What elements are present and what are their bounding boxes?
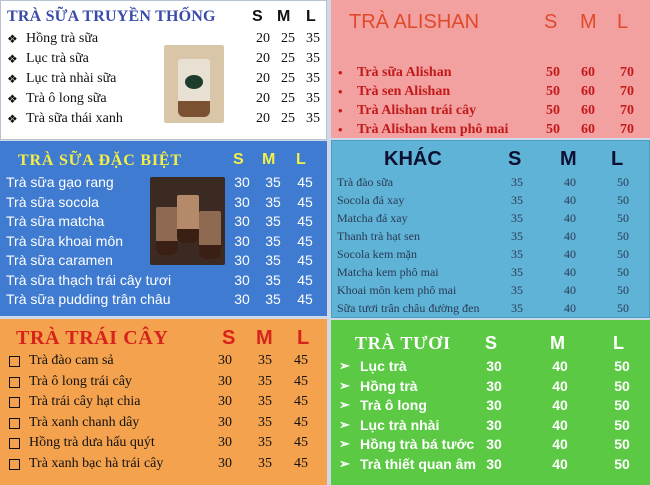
price-s: 35 — [511, 211, 523, 225]
price-s: 30 — [234, 271, 250, 288]
price-l: 70 — [620, 84, 634, 99]
size-header-l: L — [617, 11, 629, 33]
section-title: TRÀ TƯƠI — [355, 333, 451, 353]
item-name: Socola kem mặn — [337, 247, 417, 261]
price-l: 45 — [294, 394, 308, 409]
price-m: 35 — [258, 353, 272, 368]
price-s: 30 — [234, 193, 250, 210]
item-name: Hồng trà sữa — [26, 31, 99, 46]
price-m: 60 — [581, 122, 595, 137]
price-m: 35 — [265, 271, 281, 288]
price-m: 40 — [564, 175, 576, 189]
price-m: 60 — [581, 103, 595, 118]
price-s: 20 — [256, 31, 270, 46]
price-s: 30 — [234, 252, 250, 268]
price-m: 25 — [281, 31, 295, 46]
price-m: 35 — [258, 455, 272, 471]
size-header-m: M — [560, 148, 577, 170]
item-name: Lục trà nhài — [360, 416, 440, 433]
price-s: 35 — [511, 175, 523, 189]
price-s: 30 — [218, 455, 232, 471]
price-s: 30 — [218, 414, 232, 430]
price-s: 20 — [256, 51, 270, 66]
price-s: 35 — [511, 265, 523, 279]
item-name: Trà sữa Alishan — [357, 65, 452, 80]
item-name: Hồng trà — [360, 377, 418, 394]
price-m: 25 — [281, 91, 295, 106]
item-name: Trà sữa socola — [6, 193, 99, 210]
price-s: 30 — [218, 353, 232, 368]
size-header-s: S — [222, 327, 236, 349]
item-name: Trà sữa thái xanh — [26, 111, 123, 126]
price-l: 50 — [614, 377, 630, 394]
price-s: 50 — [546, 65, 560, 80]
item-name: Socola đá xay — [337, 193, 405, 207]
price-l: 35 — [306, 31, 320, 46]
price-s: 20 — [256, 91, 270, 106]
item-name: Trà sữa khoai môn — [6, 232, 124, 249]
price-s: 20 — [256, 111, 270, 126]
arrow-bullet-icon: ➢ — [339, 358, 350, 373]
item-name: Trà sữa gạo rang — [6, 174, 114, 190]
size-header-s: S — [508, 148, 522, 170]
item-name: Matcha kem phô mai — [337, 265, 439, 279]
diamond-bullet-icon: ❖ — [7, 72, 18, 86]
panel-alishan-tea — [331, 0, 650, 138]
diamond-bullet-icon: ❖ — [7, 32, 18, 46]
item-name: Trà sữa matcha — [6, 213, 105, 229]
price-s: 35 — [511, 229, 523, 243]
price-s: 30 — [218, 373, 232, 389]
price-m: 40 — [564, 193, 576, 207]
size-header-s: S — [233, 151, 244, 168]
price-l: 50 — [617, 283, 629, 297]
price-l: 70 — [620, 65, 634, 80]
price-s: 35 — [511, 247, 523, 261]
size-header-m: M — [277, 8, 291, 25]
section-title: TRÀ SỮA TRUYỀN THỐNG — [7, 8, 216, 25]
price-m: 40 — [564, 211, 576, 225]
price-s: 30 — [486, 455, 502, 472]
price-l: 45 — [297, 291, 313, 307]
price-s: 35 — [511, 193, 523, 207]
price-s: 30 — [486, 397, 502, 413]
item-name: Sữa tươi trân châu đường đen — [337, 301, 480, 315]
price-m: 40 — [552, 377, 568, 394]
price-s: 20 — [256, 71, 270, 86]
item-name: Lục trà nhài sữa — [26, 71, 117, 86]
price-l: 50 — [617, 265, 629, 279]
price-m: 35 — [265, 174, 281, 190]
price-l: 35 — [306, 91, 320, 106]
price-m: 35 — [265, 193, 281, 210]
size-header-l: L — [613, 333, 624, 353]
price-l: 50 — [617, 211, 629, 225]
arrow-bullet-icon: ➢ — [339, 397, 350, 412]
price-l: 45 — [297, 252, 313, 268]
price-m: 40 — [552, 455, 568, 472]
item-name: Khoai môn kem phô mai — [337, 283, 457, 297]
price-s: 30 — [486, 416, 502, 433]
price-s: 35 — [511, 301, 523, 315]
price-m: 40 — [552, 397, 568, 413]
size-header-l: L — [611, 148, 624, 170]
price-l: 35 — [306, 51, 320, 66]
milk-tea-photo — [150, 177, 225, 265]
price-m: 40 — [552, 416, 568, 433]
diamond-bullet-icon: ❖ — [7, 92, 18, 106]
checkbox-icon — [9, 418, 20, 429]
price-s: 30 — [486, 358, 502, 374]
price-s: 35 — [511, 283, 523, 297]
price-l: 50 — [617, 229, 629, 243]
arrow-bullet-icon: ➢ — [339, 377, 350, 393]
price-m: 35 — [265, 213, 281, 229]
bullet-icon: • — [338, 84, 343, 99]
panel-fresh-tea — [331, 320, 650, 485]
checkbox-icon — [9, 459, 20, 470]
price-m: 40 — [564, 265, 576, 279]
price-m: 40 — [564, 229, 576, 243]
price-m: 25 — [281, 111, 295, 126]
item-name: Trà ô long — [360, 397, 427, 413]
section-title: TRÀ SỮA ĐẶC BIỆT — [18, 152, 182, 169]
price-l: 35 — [306, 111, 320, 126]
price-s: 30 — [234, 291, 250, 307]
price-s: 30 — [486, 436, 502, 452]
price-m: 35 — [258, 373, 272, 389]
section-title: TRÀ ALISHAN — [349, 11, 480, 33]
price-l: 50 — [617, 175, 629, 189]
item-name: Trà thiết quan âm — [360, 455, 476, 472]
panel-special-milk-tea — [0, 141, 327, 316]
price-m: 35 — [258, 394, 272, 409]
price-l: 70 — [620, 103, 634, 118]
price-l: 50 — [614, 436, 630, 452]
price-l: 50 — [614, 455, 630, 472]
price-l: 45 — [297, 193, 313, 210]
bullet-icon: • — [338, 122, 343, 137]
arrow-bullet-icon: ➢ — [339, 436, 350, 451]
item-name: Trà đào cam sả — [29, 353, 114, 368]
size-header-l: L — [296, 151, 306, 168]
panel-fruit-tea — [0, 319, 327, 485]
price-m: 40 — [564, 283, 576, 297]
price-l: 45 — [294, 435, 308, 450]
item-name: Trà ô long sữa — [26, 91, 107, 106]
size-header-l: L — [297, 327, 310, 349]
price-m: 35 — [265, 291, 281, 307]
price-m: 60 — [581, 84, 595, 99]
price-m: 40 — [564, 301, 576, 315]
price-l: 50 — [614, 397, 630, 413]
price-l: 45 — [297, 174, 313, 190]
item-name: Trà sen Alishan — [357, 84, 451, 99]
price-m: 40 — [552, 436, 568, 452]
item-name: Trà sữa thạch trái cây tươi — [6, 271, 172, 288]
price-s: 30 — [234, 232, 250, 249]
price-m: 35 — [258, 435, 272, 450]
price-s: 30 — [234, 174, 250, 190]
item-name: Lục trà sữa — [26, 51, 89, 66]
section-title: KHÁC — [384, 148, 442, 170]
price-s: 30 — [218, 435, 232, 450]
price-l: 45 — [297, 271, 313, 288]
price-s: 50 — [546, 103, 560, 118]
item-name: Trà đào sữa — [337, 175, 394, 189]
size-header-s: S — [544, 11, 558, 33]
price-l: 50 — [614, 358, 630, 374]
item-name: Trà ô long trái cây — [29, 373, 132, 389]
price-l: 50 — [617, 193, 629, 207]
checkbox-icon — [9, 356, 20, 367]
price-l: 50 — [617, 301, 629, 315]
price-l: 50 — [614, 416, 630, 433]
price-l: 45 — [297, 213, 313, 229]
size-header-l: L — [306, 8, 316, 25]
diamond-bullet-icon: ❖ — [7, 112, 18, 126]
price-m: 40 — [564, 247, 576, 261]
price-s: 50 — [546, 84, 560, 99]
bullet-icon: • — [338, 65, 343, 80]
panel-other-drinks — [331, 140, 650, 318]
price-s: 50 — [546, 122, 560, 137]
price-s: 30 — [486, 377, 502, 394]
arrow-bullet-icon: ➢ — [339, 416, 350, 432]
item-name: Thanh trà hạt sen — [337, 229, 420, 243]
price-l: 45 — [294, 353, 308, 368]
item-name: Trà trái cây hạt chia — [29, 394, 141, 409]
checkbox-icon — [9, 377, 20, 388]
size-header-m: M — [580, 11, 597, 33]
price-s: 30 — [234, 213, 250, 229]
section-title: TRÀ TRÁI CÂY — [16, 327, 169, 349]
item-name: Matcha đá xay — [337, 211, 408, 225]
price-l: 45 — [297, 232, 313, 249]
price-l: 45 — [294, 373, 308, 389]
item-name: Trà sữa caramen — [6, 252, 113, 268]
item-name: Trà sữa pudding trân châu — [6, 291, 171, 307]
price-m: 40 — [552, 358, 568, 374]
size-header-m: M — [550, 333, 565, 353]
bullet-icon: • — [338, 103, 343, 118]
milk-tea-photo — [164, 45, 224, 123]
size-header-s: S — [485, 333, 498, 353]
item-name: Trà Alishan kem phô mai — [357, 122, 509, 137]
price-m: 35 — [258, 414, 272, 430]
price-m: 35 — [265, 252, 281, 268]
price-s: 30 — [218, 394, 232, 409]
price-l: 45 — [294, 414, 308, 430]
price-l: 50 — [617, 247, 629, 261]
price-l: 45 — [294, 455, 308, 471]
item-name: Hồng trà bá tước — [360, 436, 475, 452]
arrow-bullet-icon: ➢ — [339, 455, 350, 471]
item-name: Hồng trà dưa hấu quýt — [29, 435, 155, 450]
diamond-bullet-icon: ❖ — [7, 52, 18, 66]
item-name: Trà xanh bạc hà trái cây — [29, 455, 164, 471]
item-name: Trà Alishan trái cây — [357, 103, 477, 118]
checkbox-icon — [9, 438, 20, 449]
size-header-m: M — [262, 151, 276, 168]
price-m: 35 — [265, 232, 281, 249]
price-l: 70 — [620, 122, 634, 137]
price-m: 60 — [581, 65, 595, 80]
price-m: 25 — [281, 51, 295, 66]
checkbox-icon — [9, 397, 20, 408]
panel-traditional-milk-tea — [0, 0, 327, 140]
price-l: 35 — [306, 71, 320, 86]
item-name: Lục trà — [360, 358, 407, 374]
price-m: 25 — [281, 71, 295, 86]
size-header-m: M — [256, 327, 273, 349]
item-name: Trà xanh chanh dây — [29, 414, 140, 430]
size-header-s: S — [252, 8, 263, 25]
